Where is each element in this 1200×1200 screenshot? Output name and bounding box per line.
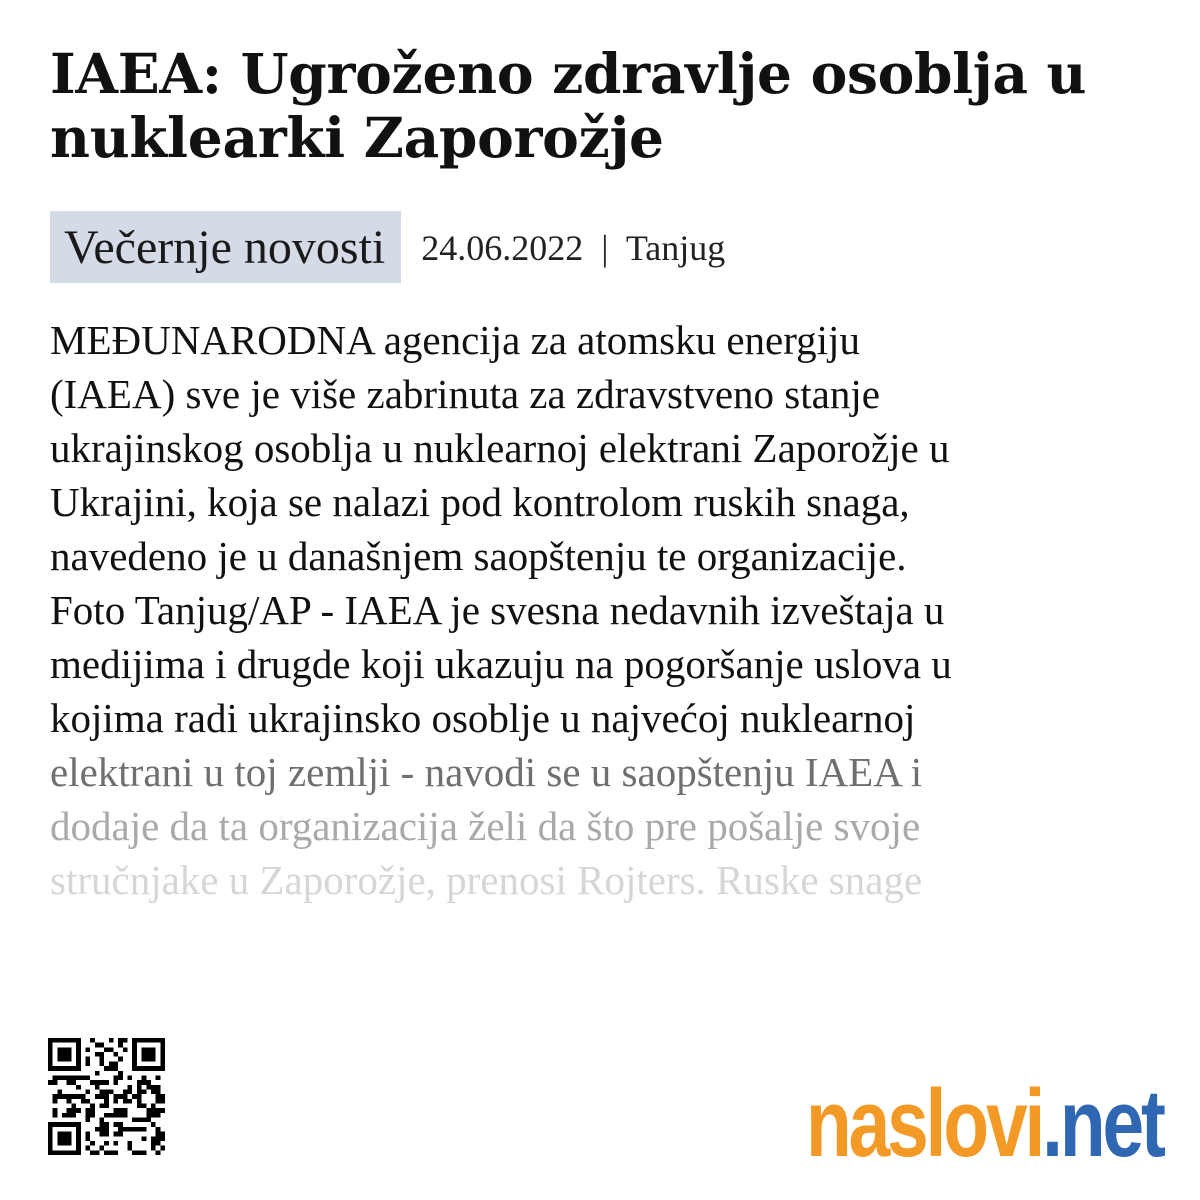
logo-text-net: .net bbox=[1042, 1070, 1163, 1177]
article-body-line: MEĐUNARODNA agencija za atomsku energiju bbox=[50, 317, 860, 363]
article-body bbox=[50, 313, 1160, 1003]
article-headline: IAEA: Ugroženo zdravlje osoblja u nuklearki Zaporožje bbox=[50, 41, 1087, 170]
article-body-line: dodaje da ta organizacija želi da što pre pošalje svoje bbox=[50, 803, 921, 849]
article-body-line: medijima i drugde koji ukazuju na pogoršanje uslova u bbox=[50, 641, 952, 687]
meta-separator: | bbox=[601, 228, 609, 268]
source-badge[interactable]: Večernje novosti bbox=[50, 211, 401, 283]
article-body-line: Foto Tanjug/AP - IAEA je svesna nedavnih izveštaja u bbox=[50, 587, 945, 633]
logo-text-naslovi: naslovi bbox=[806, 1070, 1043, 1177]
article-body-line: navedeno je u današnjem saopštenju te organizacije. bbox=[50, 533, 907, 579]
article-body-line: elektrani u toj zemlji - navodi se u saopštenju IAEA i bbox=[50, 749, 923, 795]
article-meta bbox=[50, 211, 725, 283]
article-body-line: stručnjake u Zaporožje, prenosi Rojters. Ruske snage bbox=[50, 857, 923, 903]
article-body-line: Ukrajini, koja se nalazi pod kontrolom ruskih snaga, bbox=[50, 479, 910, 525]
article-body-line: (IAEA) sve je više zabrinuta za zdravstveno stanje bbox=[50, 371, 880, 417]
article-body-line: ukrajinskog osoblja u nuklearnoj elektrani Zaporožje u bbox=[50, 425, 950, 471]
article-body-line: kojima radi ukrajinsko osoblje u najvećoj nuklearnoj bbox=[50, 695, 916, 741]
article-agency: Tanjug bbox=[625, 228, 726, 268]
article-date: 24.06.2022 bbox=[421, 228, 584, 268]
qr-code-icon[interactable] bbox=[48, 1038, 165, 1155]
dateline bbox=[421, 227, 725, 269]
naslovi-net-logo[interactable] bbox=[806, 1062, 1163, 1177]
